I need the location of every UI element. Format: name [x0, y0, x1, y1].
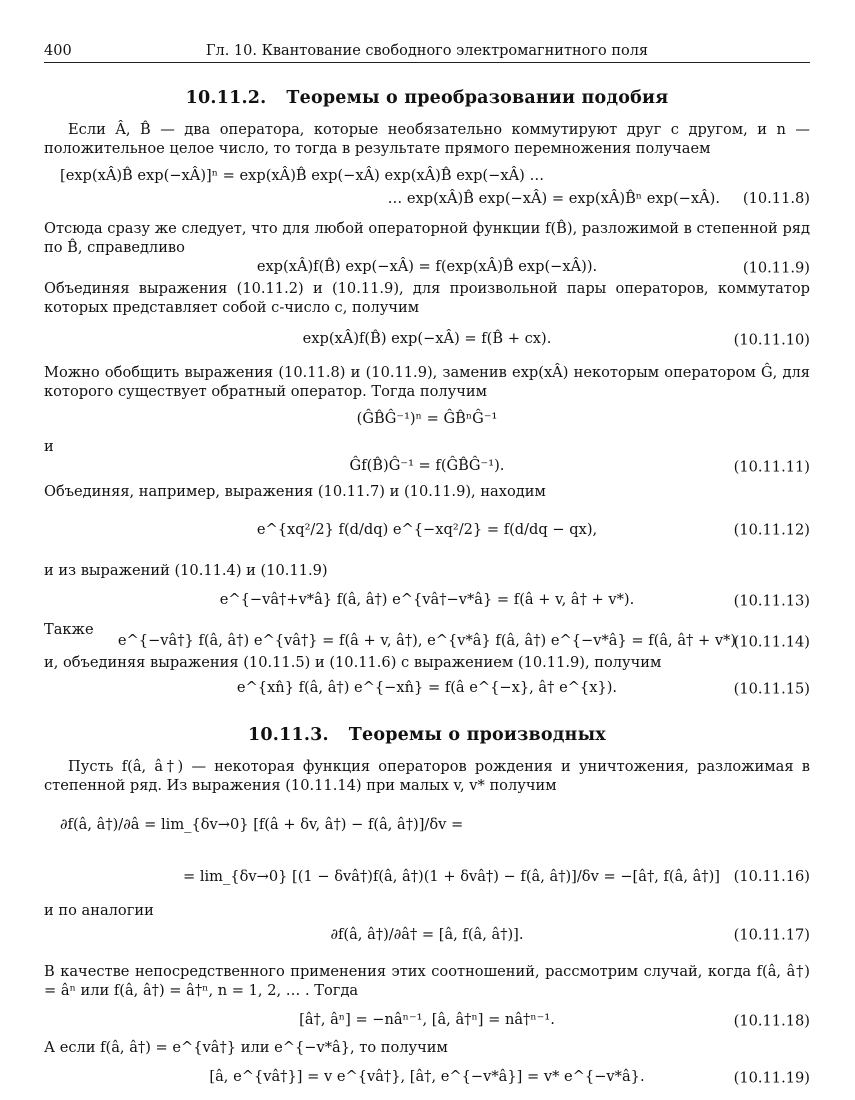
- section-title: Теоремы о производных: [348, 725, 606, 745]
- section-number: 10.11.3.: [248, 725, 329, 745]
- equation-body: ∂f(â, â†)/∂â† = [â, f(â, â†)].: [330, 926, 524, 943]
- paragraph: и из выражений (10.11.4) и (10.11.9): [44, 562, 328, 579]
- paragraph: Пусть f(â, â†) — некоторая функция операторов рождения и уничтожения, разложимая в степенной ряд. Из выражения (10.11.14) при малых v, v* получим: [44, 758, 810, 794]
- paragraph: и: [44, 438, 54, 455]
- page: [44, 40, 810, 1089]
- equation-line: … exp(xÂ)B̂ exp(−xÂ) = exp(xÂ)B̂ⁿ exp(−xÂ).: [387, 190, 720, 207]
- paragraph: В качестве непосредственного применения этих соотношений, рассмотрим случай, когда f(â, â†) = âⁿ или f(â, â†) = â†ⁿ, n = 1, 2, … . Тогда: [44, 963, 810, 999]
- equation-tag: (10.11.17): [733, 926, 810, 944]
- equation-tag: (10.11.10): [733, 331, 810, 349]
- section-heading-derivatives: [44, 726, 810, 745]
- paragraph: Отсюда сразу же следует, что для любой операторной функции f(B̂), разложимой в степенной ряд по B̂, справедливо: [44, 220, 810, 256]
- paragraph: Объединяя выражения (10.11.2) и (10.11.9), для произвольной пары операторов, коммутатор которых представляет собой c-число c, получим: [44, 280, 810, 316]
- paragraph: Также: [44, 621, 94, 638]
- page-number: 400: [44, 43, 72, 59]
- equation-line: = lim_{δv→0} [(1 − δvâ†)f(â, â†)(1 + δvâ†) − f(â, â†)]/δv = −[â†, f(â, â†)]: [182, 868, 720, 885]
- section-title: Теоремы о преобразовании подобия: [286, 88, 669, 108]
- section-heading-similarity: [44, 89, 810, 108]
- paragraph: и, объединяя выражения (10.11.5) и (10.11.6) с выражением (10.11.9), получим: [44, 654, 662, 671]
- equation-tag: (10.11.16): [733, 868, 810, 885]
- paragraph: Если Â, B̂ — два оператора, которые необязательно коммутируют друг с другом, и n — положительное целое число, то тогда в результате прямого перемножения получаем: [44, 121, 810, 157]
- equation-10-11-12: [44, 507, 810, 553]
- equation-tag: (10.11.9): [742, 259, 810, 277]
- equation-body: [â, e^{vâ†}] = v e^{vâ†}, [â†, e^{−v*â}] = v* e^{−v*â}.: [209, 1068, 645, 1085]
- equation-10-11-8: [44, 166, 810, 211]
- paragraph: Можно обобщить выражения (10.11.8) и (10.11.9), заменив exp(xÂ) некоторым оператором Ĝ, для которого существует обратный оператор. Тогда получим: [44, 364, 810, 400]
- equation-line: [exp(xÂ)B̂ exp(−xÂ)]ⁿ = exp(xÂ)B̂ exp(−xÂ) exp(xÂ)B̂ exp(−xÂ) …: [60, 167, 545, 184]
- section-number: 10.11.2.: [185, 88, 267, 108]
- equation-body: (ĜB̂Ĝ⁻¹)ⁿ = ĜB̂ⁿĜ⁻¹: [356, 410, 498, 427]
- equation-10-11-17: [44, 920, 810, 950]
- equation-body: e^{−vâ†} f(â, â†) e^{vâ†} = f(â + v, â†), e^{v*â} f(â, â†) e^{−v*â} = f(â, â† + v*): [117, 632, 737, 649]
- equation-tag: (10.11.14): [733, 633, 810, 651]
- equation-line: ∂f(â, â†)/∂â = lim_{δv→0} [f(â + δv, â†) − f(â, â†)]/δv =: [60, 816, 464, 833]
- paragraph: А если f(â, â†) = e^{vâ†} или e^{−v*â}, то получим: [44, 1039, 448, 1056]
- equation-tag: (10.11.12): [733, 521, 810, 539]
- equation-body: [â†, âⁿ] = −nâⁿ⁻¹, [â, â†ⁿ] = nâ†ⁿ⁻¹.: [299, 1011, 555, 1028]
- equation-10-11-18: [44, 1010, 810, 1032]
- equation-unnumbered: [44, 409, 810, 431]
- running-title: Гл. 10. Квантование свободного электромагнитного поля: [205, 43, 649, 59]
- equation-tag: (10.11.11): [733, 458, 810, 476]
- equation-body: Ĝf(B̂)Ĝ⁻¹ = f(ĜB̂Ĝ⁻¹).: [349, 457, 505, 474]
- equation-tag: (10.11.13): [733, 592, 810, 610]
- equation-tag: (10.11.19): [733, 1069, 810, 1087]
- equation-10-11-11: [44, 456, 810, 478]
- equation-10-11-15: [44, 678, 810, 700]
- equation-body: e^{xq²/2} f(d/dq) e^{−xq²/2} = f(d/dq − qx),: [256, 521, 598, 538]
- equation-tag: (10.11.18): [733, 1012, 810, 1030]
- equation-body: e^{xn̂} f(â, â†) e^{−xn̂} = f(â e^{−x}, â† e^{x}).: [236, 679, 618, 696]
- equation-10-11-10: [44, 329, 810, 351]
- equation-tag: (10.11.15): [733, 680, 810, 698]
- equation-tag: (10.11.8): [742, 190, 810, 207]
- equation-body: exp(xÂ)f(B̂) exp(−xÂ) = f(exp(xÂ)B̂ exp(−xÂ)).: [256, 258, 598, 275]
- equation-10-11-16: [44, 809, 810, 901]
- equation-body: e^{−vâ†+v*â} f(â, â†) e^{vâ†−v*â} = f(â + v, â† + v*).: [219, 591, 635, 608]
- paragraph: и по аналогии: [44, 902, 154, 919]
- running-header: [44, 40, 810, 63]
- equation-10-11-13: [44, 590, 810, 612]
- equation-10-11-19: [44, 1067, 810, 1089]
- equation-10-11-9: [44, 257, 810, 279]
- equation-10-11-14: [44, 631, 810, 653]
- equation-body: exp(xÂ)f(B̂) exp(−xÂ) = f(B̂ + cx).: [302, 330, 552, 347]
- paragraph: Объединяя, например, выражения (10.11.7) и (10.11.9), находим: [44, 483, 546, 500]
